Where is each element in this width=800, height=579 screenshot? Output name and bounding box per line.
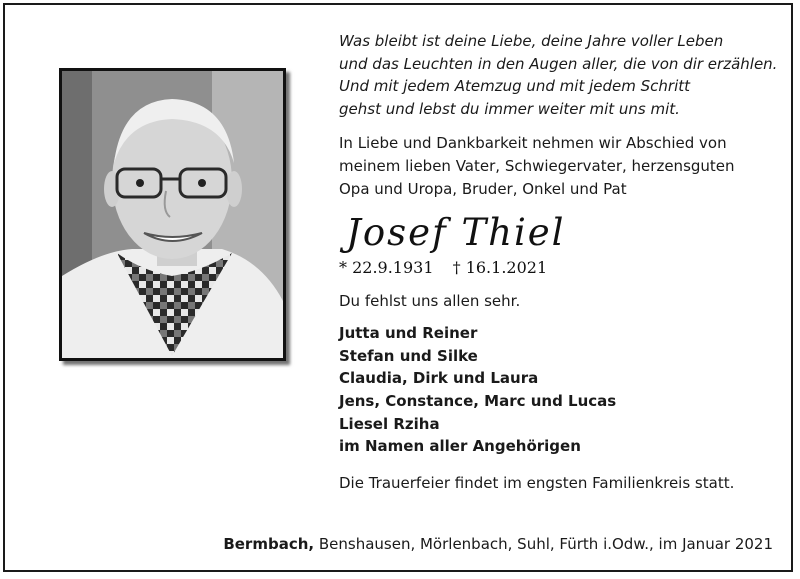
intro-line: In Liebe und Dankbarkeit nehmen wir Abschied von [339, 134, 727, 153]
life-dates [339, 257, 779, 279]
poem-line: Was bleibt ist deine Liebe, deine Jahre voller Leben [339, 32, 724, 50]
obituary-text [339, 30, 779, 494]
death-date: † 16.1.2021 [452, 258, 548, 278]
birth-date: * 22.9.1931 [339, 258, 434, 278]
poem-line: Und mit jedem Atemzug und mit jedem Schritt [339, 77, 691, 96]
family-member: Jens, Constance, Marc und Lucas [339, 391, 617, 410]
places-line [223, 533, 773, 555]
poem-line: gehst und lebst du immer weiter mit uns mit. [339, 99, 680, 118]
place-rest: Benshausen, Mörlenbach, Suhl, Fürth i.Odw., im Januar 2021 [314, 535, 773, 553]
funeral-notice: Die Trauerfeier findet im engsten Familienkreis statt. [339, 473, 735, 492]
poem-line: und das Leuchten in den Augen aller, die von dir erzählen. [339, 54, 778, 73]
place-main: Bermbach, [223, 535, 315, 553]
family-list [339, 322, 779, 458]
intro-line: meinem lieben Vater, Schwiegervater, herzensguten [339, 156, 735, 175]
family-member: Stefan und Silke [339, 346, 478, 365]
family-member: Jutta und Reiner [339, 324, 478, 343]
intro-line: Opa und Uropa, Bruder, Onkel und Pat [339, 179, 627, 198]
family-member: im Namen aller Angehörigen [339, 437, 581, 456]
missing-text: Du fehlst uns allen sehr. [339, 292, 521, 311]
family-member: Liesel Rziha [339, 414, 440, 433]
deceased-name: Josef Thiel [346, 211, 566, 255]
portrait-illustration [62, 71, 283, 358]
portrait-photo [59, 68, 286, 361]
family-member: Claudia, Dirk und Laura [339, 369, 539, 388]
farewell-intro [339, 132, 779, 200]
poem [339, 30, 779, 120]
